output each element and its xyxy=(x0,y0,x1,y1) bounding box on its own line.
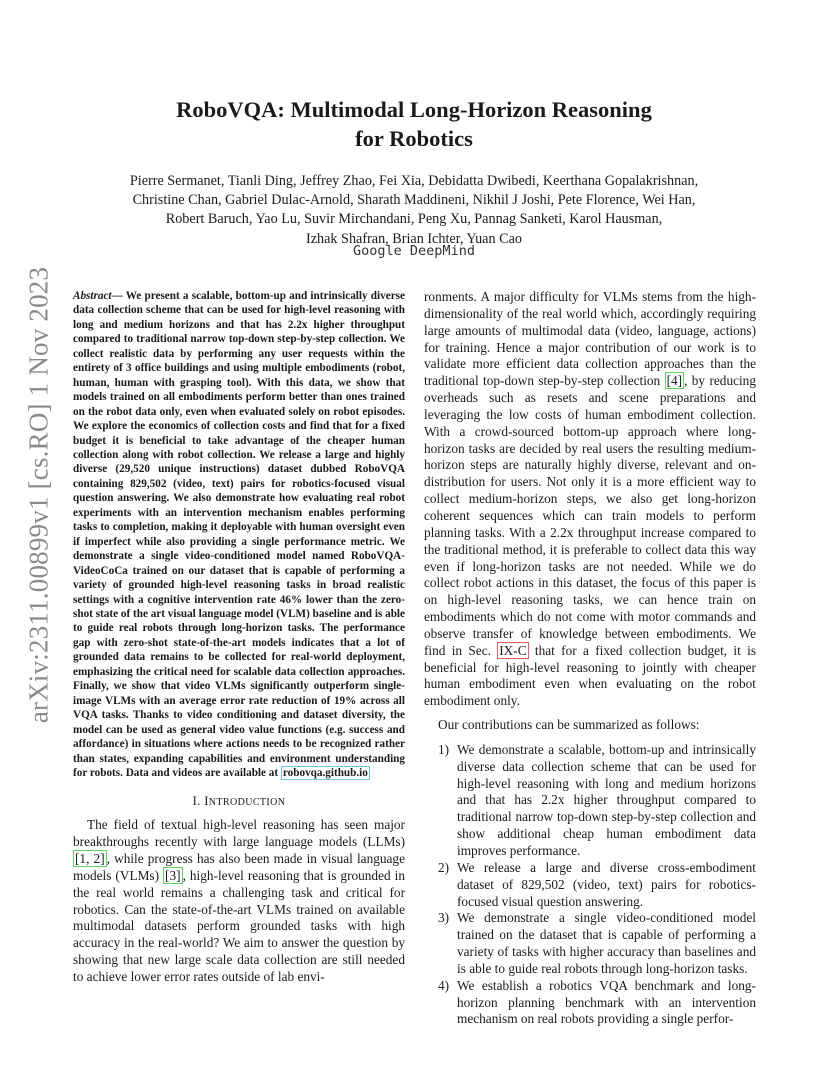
arxiv-stamp-text: arXiv:2311.00899v1 [cs.RO] 1 Nov 2023 xyxy=(23,266,54,724)
list-number: 2) xyxy=(438,859,450,875)
section-number: I. xyxy=(192,794,201,809)
list-item xyxy=(424,860,756,911)
paper-title xyxy=(0,95,828,153)
list-item-text: We demonstrate a scalable, bottom-up and intrinsically diverse data collection scheme that can be used for high-level reasoning with long and medium horizons and that has 2.2x higher throughput compared to traditional narrow top-down step-by-step collection and show additional cheap human embodiment data improves performance. xyxy=(457,741,756,858)
contributions-list xyxy=(424,742,756,1028)
author-line: Pierre Sermanet, Tianli Ding, Jeffrey Zhao, Fei Xia, Debidatta Dwibedi, Keerthana Gopalakrishnan, xyxy=(129,173,699,189)
text-run: , by reducing overheads such as resets and scene preparations and leveraging the low costs of human embodiment collection. With a crowd-sourced bottom-up approach where long-horizon tasks are decided by real users the resulting medium-horizon steps are naturally highly diverse, relevant and on-distribution for users. Not only it is a more efficient way to collect medium-horizon steps, we also get long-horizon coherent sequences which can train models to perform planning tasks. With a 2.2x throughput increase compared to the traditional method, it is preferable to collect data this way even if long-horizon tasks are not needed. While we do collect robot actions in this dataset, the focus of this paper is on high-level reasoning tasks, we can hence train on embodiments which do not come with motor commands and observe transfer of knowledge between embodiments. We find in Sec. xyxy=(424,373,756,658)
abstract xyxy=(73,289,405,780)
title-line-1: RoboVQA: Multimodal Long-Horizon Reasoning xyxy=(176,97,652,122)
contributions-intro: Our contributions can be summarized as follows: xyxy=(438,717,700,733)
citation-link[interactable]: [4] xyxy=(666,373,683,389)
list-item-text: We demonstrate a single video-conditioned model trained on the dataset that is capable of performing a variety of tasks with higher accuracy than baselines and is able to guide real robots through long-horizon tasks. xyxy=(457,910,756,976)
title-line-2: for Robotics xyxy=(355,126,473,151)
affiliation: Google DeepMind xyxy=(353,243,475,259)
author-line: Robert Baruch, Yao Lu, Suvir Mirchandani, Peng Xu, Pannag Sanketi, Karol Hausman, xyxy=(165,211,663,228)
list-item xyxy=(424,910,756,977)
list-number: 3) xyxy=(438,910,450,926)
arxiv-identifier-stamp xyxy=(23,266,54,724)
author-line: Izhak Shafran, Brian Ichter, Yuan Cao xyxy=(306,230,522,247)
text-run: , high-level reasoning that is grounded in the real world remains a challenging task and critical for robotics. Can the state-of-the-art VLMs trained on available multimodal datasets perform grounded tasks with high accuracy in the real-world? We aim to answer the question by showing that new large scale data collection are still needed to achieve lower error rates outside of lab envi- xyxy=(73,867,406,984)
citation-link[interactable]: [1, 2] xyxy=(75,851,105,867)
author-line: Christine Chan, Gabriel Dulac-Arnold, Sharath Maddineni, Nikhil J Joshi, Pete Florence, Wei Han, xyxy=(132,192,696,209)
abstract-dash: — xyxy=(111,290,126,302)
intro-paragraph-1 xyxy=(73,817,405,985)
author-list xyxy=(0,172,828,249)
text-run: ronments. A major difficulty for VLMs stems from the high-dimensionality of the real world which, accordingly requiring large amounts of multimodal data (video, language, actions) for training. Hence a major contribution of our work is to validate more efficient data collection approaches than the traditional top-down step-by-step collection xyxy=(424,289,756,389)
text-run: that for a fixed collection budget, it is beneficial for high-level reasoning to jointly with cheaper human embodiment even when evaluating on the robot embodiment only. xyxy=(424,642,756,709)
text-run: , while progress has also been made in visual language models (VLMs) xyxy=(73,851,405,883)
list-item-text: We establish a robotics VQA benchmark and long-horizon planning benchmark with an intervention mechanism on real robots providing a single perfor- xyxy=(457,977,756,1027)
section-reference-link[interactable]: IX-C xyxy=(499,642,527,658)
section-heading-introduction xyxy=(73,794,405,809)
abstract-text: We present a scalable, bottom-up and intrinsically diverse data collection scheme that can be used for high-level reasoning with long and medium horizons and that has 2.2x higher throughput compared to traditional narrow top-down step-by-step collection. We collect realistic data by performing any user requests within the entirety of 3 office buildings and using multiple embodiments (robot, human, human with grasping tool). With this data, we show that models trained on all embodiments perform better than ones trained on the robot data only, even when evaluated solely on robot episodes. We explore the economics of collection costs and find that for a fixed budget it is beneficial to take advantage of the cheaper human collection along with robot collection. We release a large and highly diverse (29,520 unique instructions) dataset dubbed RoboVQA containing 829,502 (video, text) pairs for robotics-focused visual question answering. We also demonstrate how evaluating real robot experiments with an intervention mechanism enables performing tasks to completion, making it deployable with human oversight even if imperfect while also providing a single performance metric. We demonstrate a single video-conditioned model named RoboVQA-VideoCoCa trained on our dataset that is capable of performing a variety of grounded high-level reasoning tasks in broad realistic settings with a cognitive intervention rate 46% lower than the zero-shot state of the art visual language model (VLM) baseline and is able to guide real robots through long-horizon tasks. The performance gap with zero-shot state-of-the-art models indicates that a lot of grounded data remains to be collected for real-world deployment, emphasizing the critical need for scalable data collection approaches. Finally, we show that video VLMs significantly outperform single-image VLMs with an average error rate reduction of 19% across all VQA tasks. Thanks to video conditioning and dataset diversity, the model can be used as general video value functions (e.g. success and affordance) in situations where actions needs to be recognized rather than states, expanding capabilities and environment understanding for robots. Data and videos are available at xyxy=(73,290,405,779)
project-link[interactable]: robovqa.github.io xyxy=(282,766,368,779)
abstract-label: Abstract xyxy=(73,290,112,302)
list-item xyxy=(424,742,756,860)
section-title-rest: NTRODUCTION xyxy=(208,797,286,809)
citation-link[interactable]: [3] xyxy=(165,867,181,883)
right-column xyxy=(424,289,756,1028)
list-number: 1) xyxy=(438,741,450,757)
list-item-text: We release a large and diverse cross-embodiment dataset of 829,502 (video, text) pairs for robotics-focused visual question answering. xyxy=(457,859,756,909)
text-run: The field of textual high-level reasoning has seen major breakthroughs recently with large language models (LLMs) xyxy=(73,817,405,850)
section-title-initial: I xyxy=(204,794,209,809)
left-column xyxy=(73,289,405,986)
intro-paragraph-1-continued xyxy=(424,289,756,710)
list-item xyxy=(424,978,756,1029)
list-number: 4) xyxy=(438,977,450,993)
